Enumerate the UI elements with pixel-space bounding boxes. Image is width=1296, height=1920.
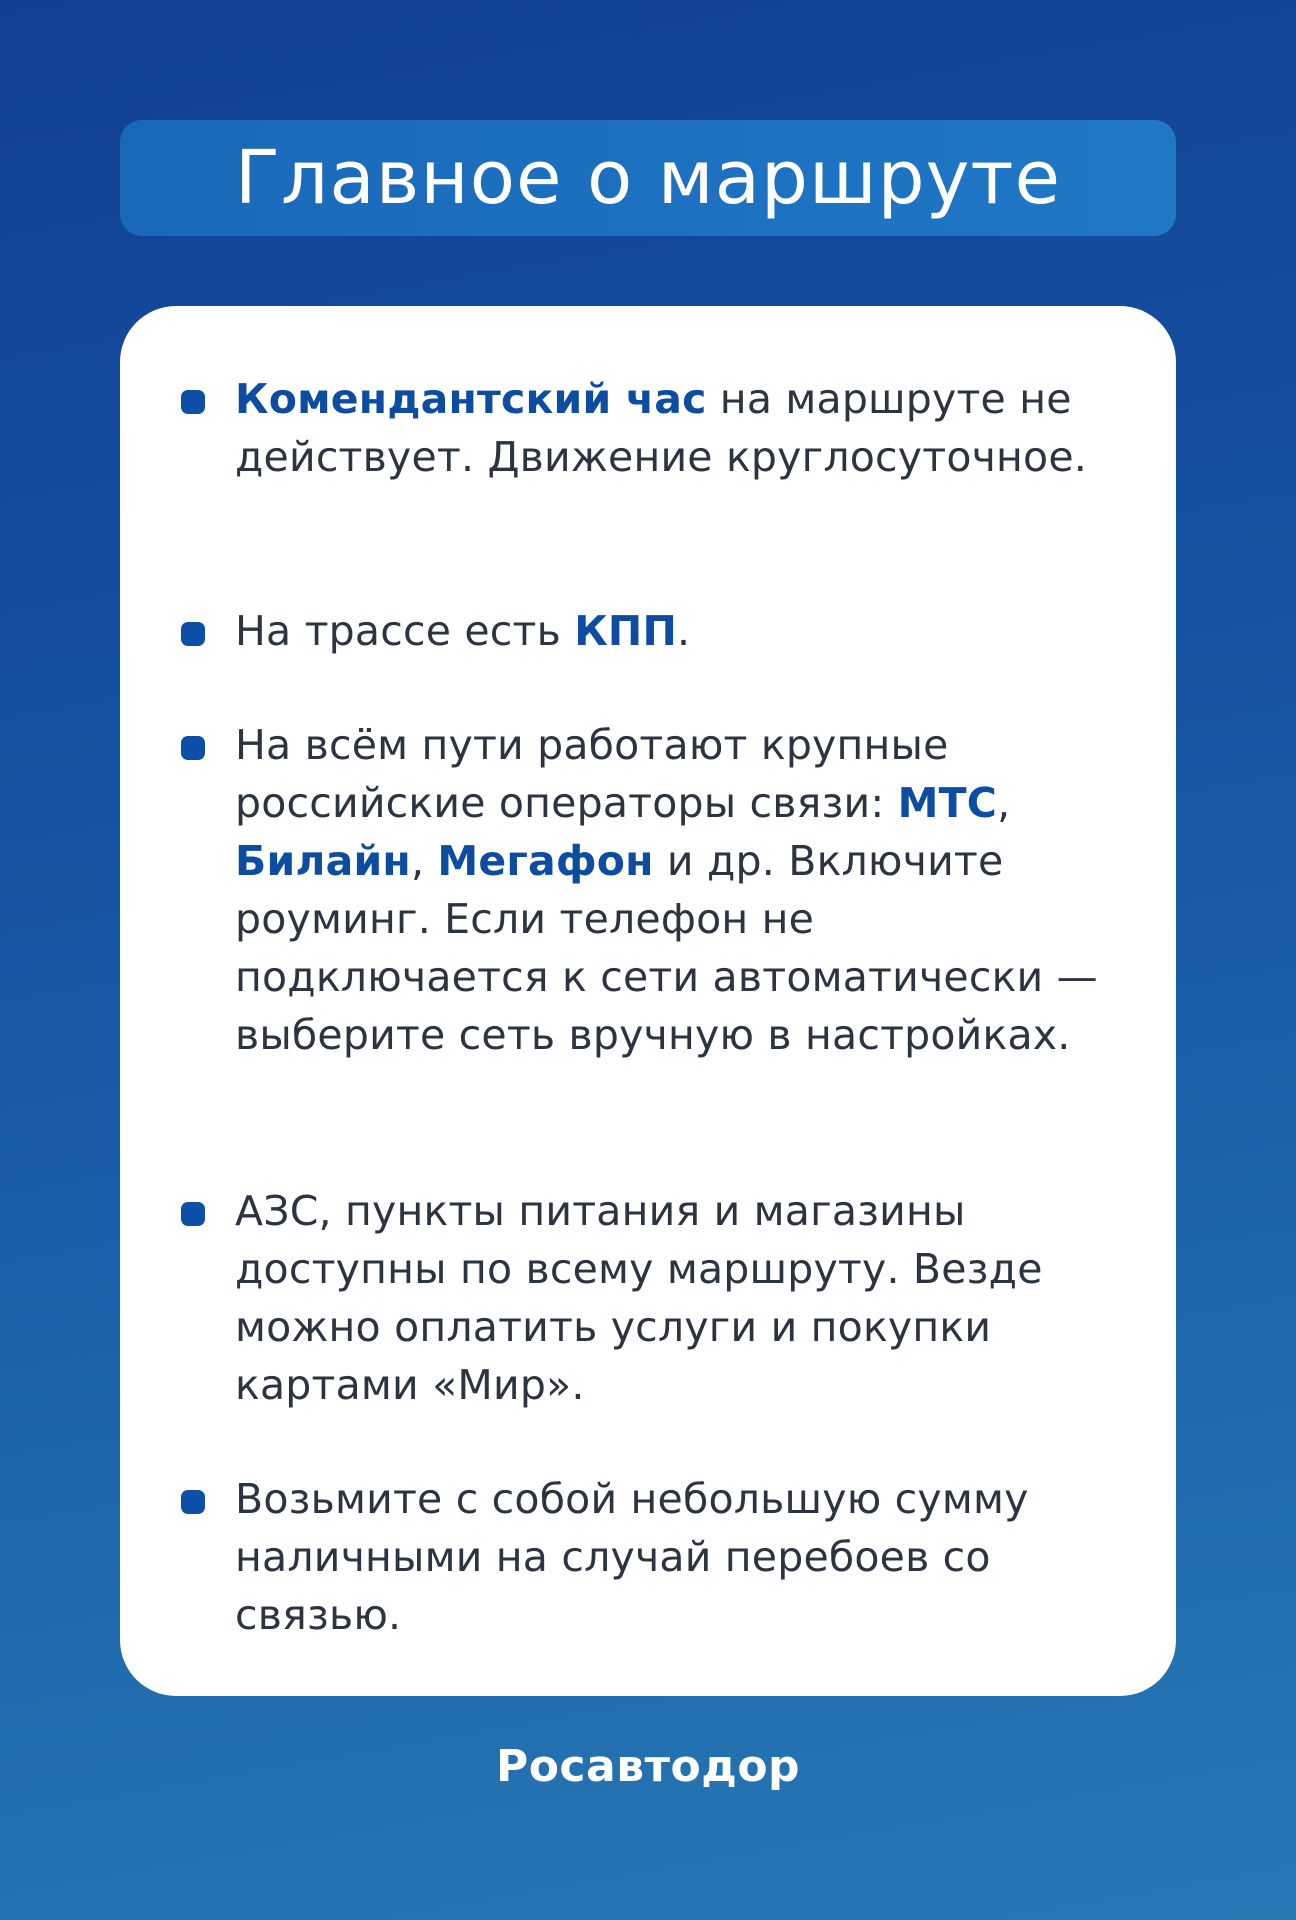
operators-intro: На всём пути работают крупные российские операторы связи: [235, 721, 949, 827]
bullet-icon [181, 1490, 205, 1514]
operator-megafon: Мегафон [437, 837, 654, 885]
title-banner [120, 120, 1176, 236]
operator-separator: , [997, 779, 1011, 827]
checkpoint-text-after: . [676, 607, 691, 655]
operator-mts: МТС [897, 779, 998, 827]
list-item-mobile-operators [235, 716, 1115, 1064]
page-title: Главное о маршруте [234, 135, 1062, 221]
operator-beeline: Билайн [235, 837, 411, 885]
bullet-icon [181, 736, 205, 760]
list-item-curfew [235, 370, 1115, 486]
services-text: АЗС, пункты питания и магазины доступны по всему маршруту. Везде можно оплатить услуги и покупки картами «Мир». [235, 1187, 1043, 1409]
list-item-checkpoint [235, 602, 1115, 660]
checkpoint-highlight: КПП [574, 607, 677, 655]
roaming-text: и др. Включите роуминг. Если телефон не подключается к сети автоматически — выберите сеть вручную в настройках. [235, 837, 1098, 1059]
checkpoint-text-before: На трассе есть [235, 607, 575, 655]
bullet-icon [181, 1202, 205, 1226]
info-card [120, 306, 1176, 1696]
operator-separator: , [410, 837, 438, 885]
list-item-services [235, 1182, 1115, 1414]
curfew-text: на маршруте не действует. Движение круглосуточное. [235, 375, 1087, 481]
curfew-highlight: Комендантский час [235, 375, 707, 423]
cash-text: Возьмите с собой небольшую сумму наличными на случай перебоев со связью. [235, 1475, 1029, 1639]
bullet-icon [181, 390, 205, 414]
brand-logo-text: Росавтодор [495, 1741, 801, 1792]
list-item-cash [235, 1470, 1115, 1644]
bullet-icon [181, 622, 205, 646]
